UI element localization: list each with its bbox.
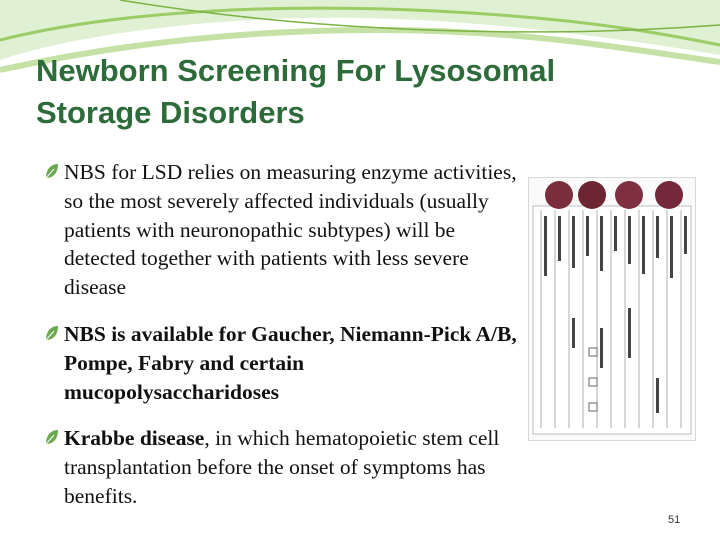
bullet-prefix: NBS is available for: [64, 321, 252, 346]
blood-spot: [655, 181, 683, 209]
title-line-2: Storage Disorders: [36, 95, 305, 130]
disease-list: Gaucher, Niemann-Pick A/B, Pompe, Fabry and certain mucopolysaccharidoses: [64, 321, 517, 404]
bullet-item-krabbe: [44, 424, 524, 510]
slide-title: [36, 50, 676, 134]
bullet-list: [44, 158, 524, 529]
bullet-text: NBS for LSD relies on measuring enzyme activities, so the most severely affected individuals (usually patients with neuronopathic subtypes) will be detected together with patients with less severe disease: [64, 160, 517, 300]
blood-spot-card-image: [528, 177, 696, 441]
blood-spot: [578, 181, 606, 209]
krabbe-disease: Krabbe disease: [64, 426, 205, 451]
bullet-item-enzyme-activity: [44, 158, 524, 302]
page-number: 51: [668, 514, 681, 526]
leaf-bullet-icon: [44, 322, 60, 346]
filter-paper-card-illustration: [529, 178, 695, 440]
title-line-1: Newborn Screening For Lysosomal: [36, 53, 556, 88]
blood-spot: [545, 181, 573, 209]
blood-spot: [615, 181, 643, 209]
leaf-bullet-icon: [44, 160, 60, 184]
leaf-bullet-icon: [44, 426, 60, 450]
bullet-item-nbs-available: [44, 320, 524, 406]
bullet-suffix: , in which hematopoietic stem cell transplantation before the onset of symptoms has benefits.: [64, 426, 500, 508]
